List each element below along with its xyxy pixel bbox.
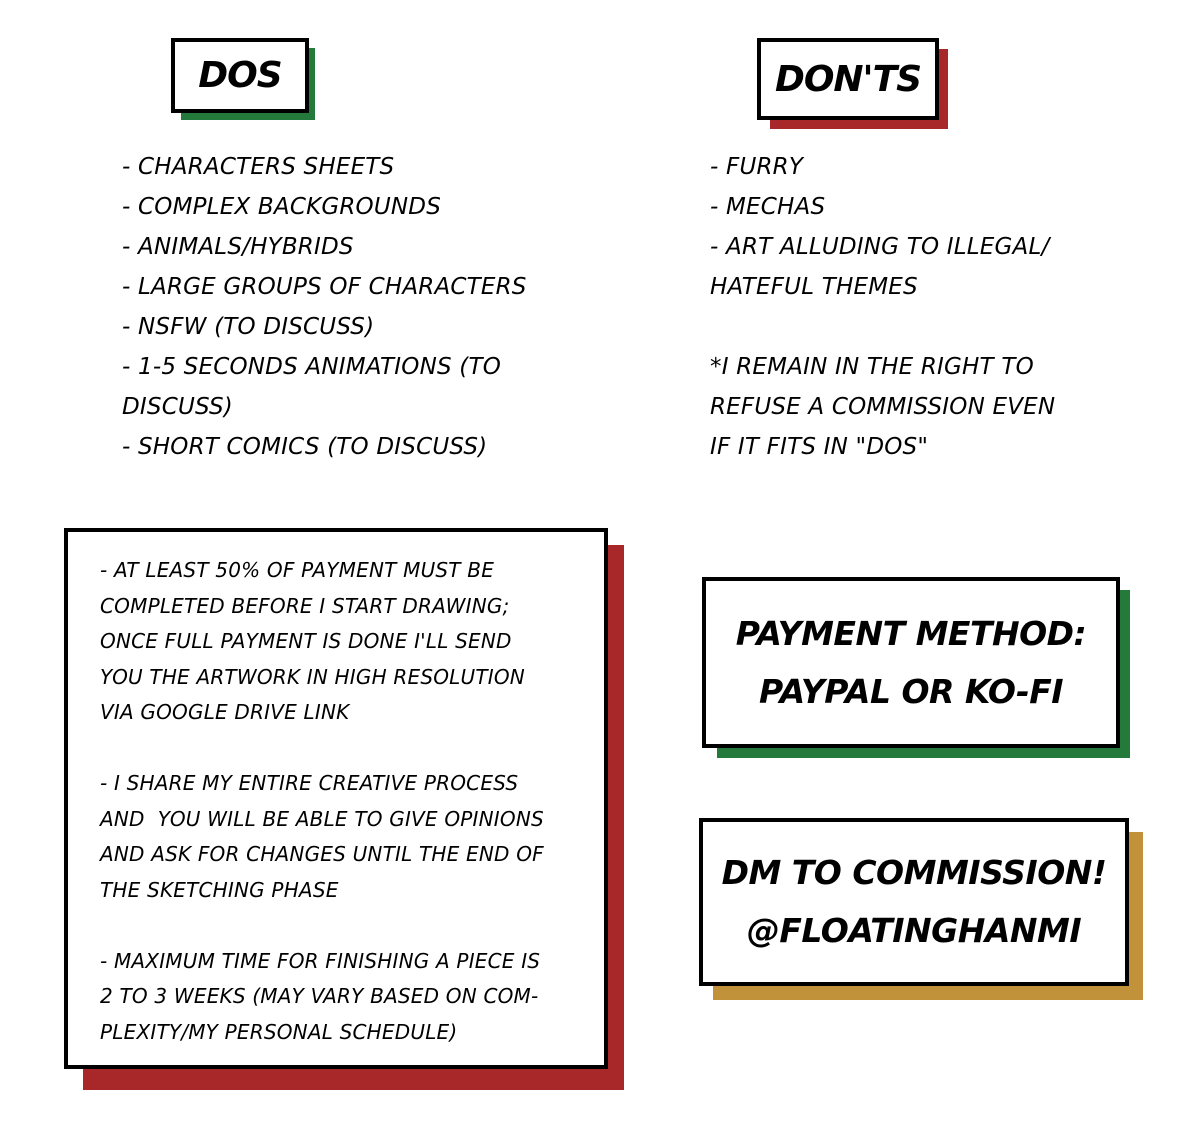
dos-item: - COMPLEX BACKGROUNDS xyxy=(122,194,442,220)
payment-method-value: PAYPAL OR KO-FI xyxy=(758,671,1064,711)
terms-line: AND ASK FOR CHANGES UNTIL THE END OF xyxy=(100,842,544,866)
donts-note: REFUSE A COMMISSION EVEN xyxy=(710,394,1056,420)
payment-box xyxy=(702,577,1120,748)
donts-item: - ART ALLUDING TO ILLEGAL/ xyxy=(710,234,1050,260)
payment-method-label: PAYMENT METHOD: xyxy=(735,613,1087,653)
terms-line: ONCE FULL PAYMENT IS DONE I'LL SEND xyxy=(100,629,512,653)
donts-item-spacer xyxy=(710,307,1055,347)
terms-line: YOU THE ARTWORK IN HIGH RESOLUTION xyxy=(100,664,525,689)
terms-line: - AT LEAST 50% OF PAYMENT MUST BE xyxy=(100,558,495,582)
terms-line: VIA GOOGLE DRIVE LINK xyxy=(100,700,350,724)
dos-list xyxy=(122,147,527,467)
dos-item: - CHARACTERS SHEETS xyxy=(122,154,395,180)
dos-item: - 1-5 SECONDS ANIMATIONS (TO xyxy=(122,354,502,380)
terms-line: - MAXIMUM TIME FOR FINISHING A PIECE IS xyxy=(100,948,541,973)
terms-line: - I SHARE MY ENTIRE CREATIVE PROCESS xyxy=(100,771,519,795)
contact-box xyxy=(699,818,1129,986)
contact-handle[interactable]: @FLOATINGHANMI xyxy=(746,911,1082,950)
donts-note: IF IT FITS IN "DOS" xyxy=(710,434,929,460)
donts-list xyxy=(710,147,1055,467)
terms-line: AND YOU WILL BE ABLE TO GIVE OPINIONS xyxy=(100,806,544,831)
terms-line: 2 TO 3 WEEKS (MAY VARY BASED ON COM- xyxy=(100,984,539,1008)
dos-item: DISCUSS) xyxy=(122,394,233,420)
donts-header xyxy=(757,38,939,120)
donts-note: *I REMAIN IN THE RIGHT TO xyxy=(710,354,1034,380)
terms-line: PLEXITY/MY PERSONAL SCHEDULE) xyxy=(100,1019,458,1044)
donts-item: - FURRY xyxy=(710,154,804,180)
donts-item: HATEFUL THEMES xyxy=(710,274,918,300)
terms-line xyxy=(100,908,600,944)
contact-cta: DM TO COMMISSION! xyxy=(721,853,1107,892)
donts-title: DON'TS xyxy=(774,58,922,100)
dos-title: DOS xyxy=(198,55,282,96)
terms-line xyxy=(100,731,600,767)
dos-header xyxy=(171,38,309,113)
terms-line: THE SKETCHING PHASE xyxy=(100,877,339,902)
dos-item: - ANIMALS/HYBRIDS xyxy=(122,234,354,260)
dos-item: - NSFW (TO DISCUSS) xyxy=(122,314,375,340)
donts-item: - MECHAS xyxy=(710,194,826,220)
terms-line: COMPLETED BEFORE I START DRAWING; xyxy=(100,593,510,618)
terms-text xyxy=(100,553,600,1050)
dos-item: - SHORT COMICS (TO DISCUSS) xyxy=(122,434,488,460)
dos-item: - LARGE GROUPS OF CHARACTERS xyxy=(122,274,527,300)
